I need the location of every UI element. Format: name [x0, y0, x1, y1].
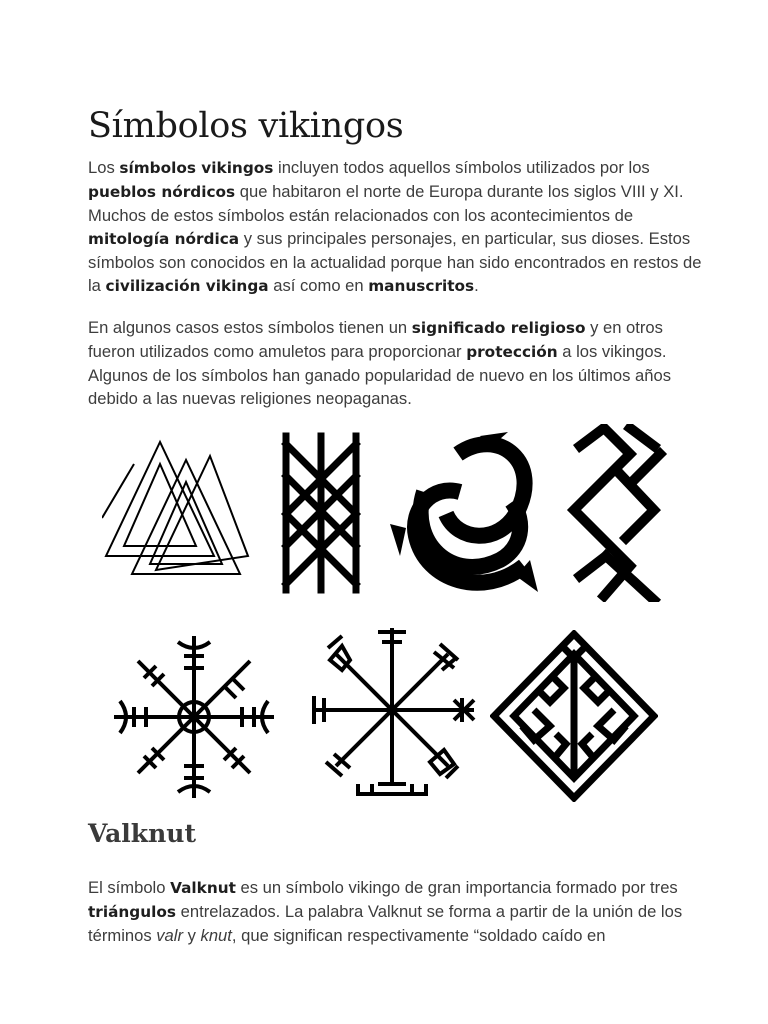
web-of-wyrd-icon	[280, 432, 362, 596]
page-title: Símbolos vikingos	[88, 106, 404, 146]
valknut-text-3: entrelazados. La palabra Valknut se forma a partir de la unión de los términos	[88, 902, 683, 945]
valknut-text-2: es un símbolo vikingo de gran importancia formado por tres	[235, 878, 678, 897]
intro-paragraph	[88, 156, 708, 298]
second-paragraph	[88, 316, 708, 410]
keyword-significado-religioso: significado religioso	[411, 319, 586, 337]
valknut-text-4: y	[183, 926, 201, 945]
troll-cross-icon	[566, 424, 668, 602]
valknut-paragraph	[88, 876, 708, 947]
intro-text-3: que habitaron el norte de Europa durante los siglos VIII y XI. Muchos de estos símbolos están relacionados con los acontecimientos de	[88, 182, 684, 225]
second-text-3: a los vikingos. Algunos de los símbolos han ganado popularidad de nuevo en los últimos años debido a las nuevas religiones neopaganas.	[88, 342, 672, 408]
intro-text-6: .	[474, 276, 479, 295]
keyword-simbolos-vikingos: símbolos vikingos	[119, 159, 274, 177]
helm-of-awe-icon	[110, 632, 278, 802]
keyword-proteccion: protección	[466, 343, 558, 361]
keyword-triangulos: triángulos	[88, 903, 177, 921]
keyword-civilizacion-vikinga: civilización vikinga	[105, 277, 269, 295]
term-knut: knut	[200, 926, 232, 945]
valknut-text-1: El símbolo	[88, 878, 171, 897]
keyword-mitologia-nordica: mitología nórdica	[88, 230, 240, 248]
second-text-2: y en otros fueron utilizados como amuletos para proporcionar	[88, 318, 663, 361]
intro-text-2: incluyen todos aquellos símbolos utilizados por los	[273, 158, 650, 177]
intro-text-1: Los	[88, 158, 120, 177]
keyword-manuscritos: manuscritos	[368, 277, 475, 295]
vegvisir-icon	[306, 624, 478, 800]
term-valr: valr	[156, 926, 183, 945]
triple-horn-of-odin-icon	[388, 432, 546, 600]
intro-text-5: así como en	[268, 276, 369, 295]
second-text-1: En algunos casos estos símbolos tienen un	[88, 318, 412, 337]
valknut-icon	[102, 438, 252, 578]
valknut-text-5: , que significan respectivamente “soldado caído en	[231, 926, 606, 945]
valknut-heading: Valknut	[88, 819, 197, 848]
keyword-valknut: Valknut	[170, 879, 236, 897]
yggdrasil-knot-icon	[490, 630, 658, 802]
keyword-pueblos-nordicos: pueblos nórdicos	[88, 183, 236, 201]
intro-text-4: y sus principales personajes, en particular, sus dioses. Estos símbolos son conocidos en la actualidad porque han sido encontrados en restos de la	[88, 229, 702, 295]
